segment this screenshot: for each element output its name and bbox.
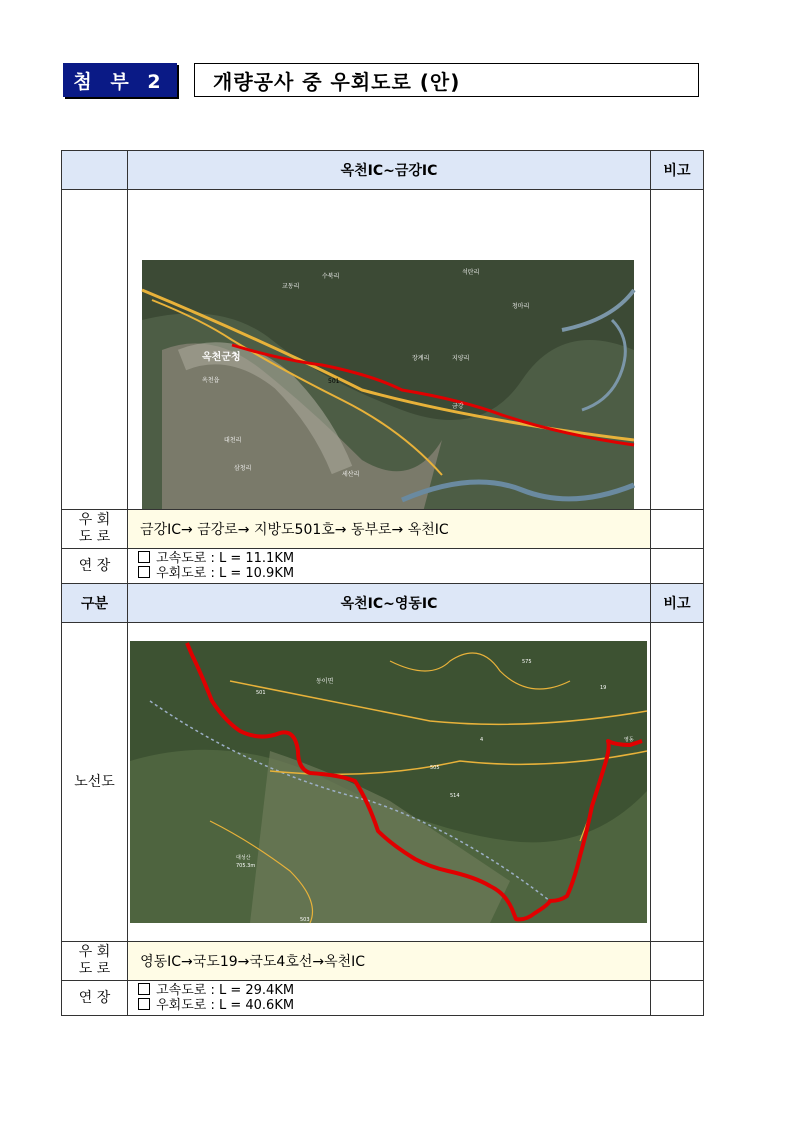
section2-detour-row: [62, 942, 704, 981]
section2-detour-remarks: [650, 942, 703, 981]
map-label: 동이면: [316, 678, 334, 685]
section1-map-cell: [128, 190, 651, 510]
map-label: 19: [600, 685, 607, 691]
section1-map-row: [62, 190, 704, 510]
section1-length-cell: [128, 549, 651, 584]
section2-length-highway: 고속도로 : L = 29.4KM: [156, 983, 295, 998]
section2-map-remarks: [650, 623, 703, 942]
map-label: 삼청리: [234, 465, 252, 472]
section1-map-label: [62, 190, 128, 510]
section2-map-cell: [128, 623, 651, 942]
section1-length-highway: 고속도로 : L = 11.1KM: [156, 551, 295, 566]
map-label: 지양리: [452, 355, 470, 362]
map-label: 575: [522, 659, 532, 665]
map-label: 옥천군청: [202, 352, 241, 363]
map-label: 금강: [452, 403, 464, 410]
section2-header-row: [62, 584, 704, 623]
map-label: 4: [480, 737, 484, 743]
section2-length-remarks: [650, 981, 703, 1016]
section2-length-detour: 우회도로 : L = 40.6KM: [156, 998, 295, 1013]
checkbox-icon: [138, 998, 150, 1010]
section1-length-detour: 우회도로 : L = 10.9KM: [156, 566, 295, 581]
section1-route-header: 옥천IC~금강IC: [128, 151, 651, 190]
map-label: 수북리: [322, 273, 340, 280]
map-label: 501: [256, 690, 266, 696]
map-label: 대천리: [224, 437, 242, 444]
map-label: 505: [430, 765, 440, 771]
checkbox-icon: [138, 566, 150, 578]
section2-length-cell: [128, 981, 651, 1016]
map-label: 501: [328, 378, 340, 385]
section1-category-header: [62, 151, 128, 190]
detour-table: [61, 150, 704, 1016]
section1-satellite-map: [128, 190, 650, 509]
checkbox-icon: [138, 983, 150, 995]
map-label: 청마리: [512, 303, 530, 310]
route-map-label: 노선도: [62, 623, 128, 942]
checkbox-icon: [138, 551, 150, 563]
section2-length-row: [62, 981, 704, 1016]
section2-map-row: [62, 623, 704, 942]
length-label: 연 장: [62, 981, 128, 1016]
map-label: 석탄리: [462, 269, 480, 276]
section2-route-header: 옥천IC~영동IC: [128, 584, 651, 623]
map-label: 옥천읍: [202, 377, 220, 384]
section2-remarks-header: 비고: [650, 584, 703, 623]
section1-header-row: [62, 151, 704, 190]
detour-label: 우 회 도 로: [62, 942, 128, 981]
section2-satellite-map: [128, 623, 650, 941]
section2-detour-route: 영동IC→국도19→국도4호선→옥천IC: [128, 942, 651, 981]
map-label: 514: [450, 793, 460, 799]
map-label: 영동: [624, 737, 634, 743]
section1-detour-remarks: [650, 510, 703, 549]
map-label: 대성산: [236, 855, 251, 861]
section1-detour-row: [62, 510, 704, 549]
page-title: 개량공사 중 우회도로 (안): [194, 63, 699, 97]
map-label: 705.3m: [236, 863, 256, 869]
map-label: 503: [300, 917, 310, 923]
section1-detour-route: 금강IC→ 금강로→ 지방도501호→ 동부로→ 옥천IC: [128, 510, 651, 549]
section2-category-header: 구분: [62, 584, 128, 623]
map-label: 교동리: [282, 283, 300, 290]
section1-remarks-header: 비고: [650, 151, 703, 190]
length-label: 연 장: [62, 549, 128, 584]
detour-label: 우 회 도 로: [62, 510, 128, 549]
map-label: 세산리: [342, 471, 360, 478]
section1-length-remarks: [650, 549, 703, 584]
section1-map-remarks: [650, 190, 703, 510]
map-label: 장계리: [412, 355, 430, 362]
section1-length-row: [62, 549, 704, 584]
attachment-badge: 첨 부 2: [63, 63, 177, 97]
